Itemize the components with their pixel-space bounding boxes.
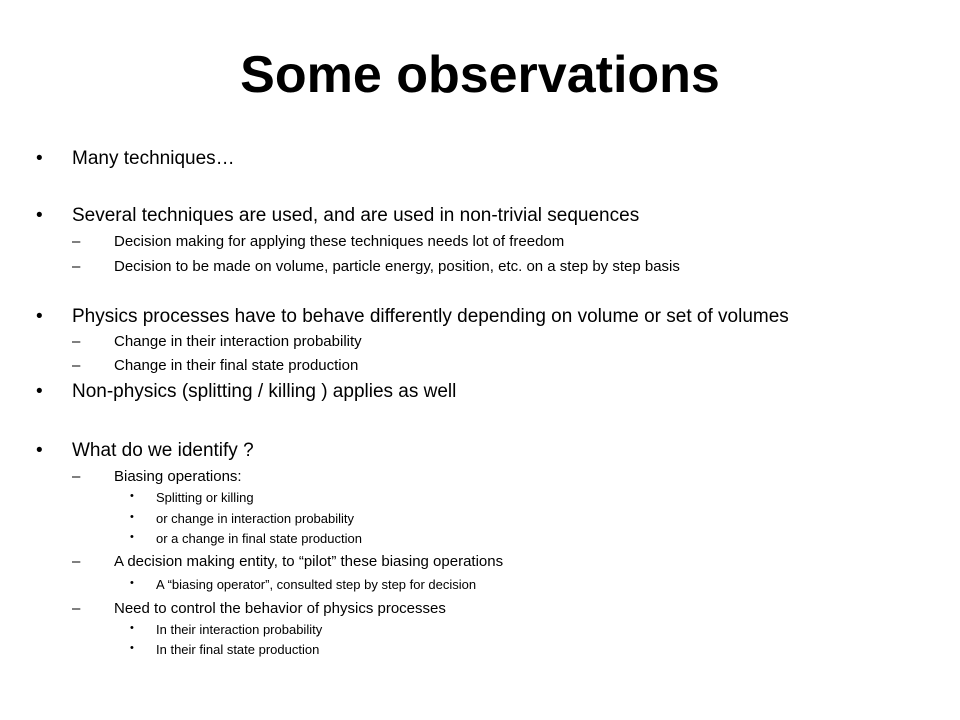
bullet-marker: •: [130, 577, 134, 589]
sub-bullet-text: Decision making for applying these techniques needs lot of freedom: [114, 233, 565, 250]
bullet-text: Physics processes have to behave differently depending on volume or set of volumes: [72, 306, 789, 327]
sub-sub-bullet-text: or a change in final state production: [156, 531, 362, 546]
sub-bullet-text: Change in their interaction probability: [114, 333, 362, 350]
sub-sub-bullet-text: A “biasing operator”, consulted step by step for decision: [156, 577, 477, 592]
dash-marker: –: [72, 553, 81, 570]
sub-sub-bullet-text: or change in interaction probability: [156, 511, 355, 526]
sub-bullet-text: Change in their final state production: [114, 357, 359, 374]
bullet-marker: •: [130, 511, 134, 523]
bullet-marker: •: [130, 531, 134, 543]
dash-marker: –: [72, 333, 81, 350]
bullet-marker: •: [36, 148, 43, 169]
bullet-text: Several techniques are used, and are used in non-trivial sequences: [72, 205, 640, 226]
bullet-marker: •: [36, 306, 43, 327]
sub-sub-bullet-text: In their final state production: [156, 642, 320, 657]
bullet-marker: •: [130, 490, 134, 502]
bullet-marker: •: [36, 205, 43, 226]
bullet-text: Many techniques…: [72, 148, 235, 169]
bullet-text: What do we identify ?: [72, 440, 254, 461]
sub-bullet-text: A decision making entity, to “pilot” these biasing operations: [114, 553, 504, 570]
dash-marker: –: [72, 468, 81, 485]
sub-bullet-text: Biasing operations:: [114, 468, 242, 485]
slide-title: Some observations: [240, 46, 720, 104]
bullet-marker: •: [36, 381, 43, 402]
sub-bullet-text: Decision to be made on volume, particle energy, position, etc. on a step by step basis: [114, 258, 680, 275]
bullet-text: Non-physics (splitting / killing ) applies as well: [72, 381, 457, 402]
bullet-marker: •: [130, 622, 134, 634]
dash-marker: –: [72, 233, 81, 250]
dash-marker: –: [72, 258, 81, 275]
bullet-marker: •: [36, 440, 43, 461]
sub-bullet-text: Need to control the behavior of physics processes: [114, 600, 446, 617]
bullet-marker: •: [130, 642, 134, 654]
dash-marker: –: [72, 600, 81, 617]
dash-marker: –: [72, 357, 81, 374]
sub-sub-bullet-text: Splitting or killing: [156, 490, 254, 505]
sub-sub-bullet-text: In their interaction probability: [156, 622, 323, 637]
